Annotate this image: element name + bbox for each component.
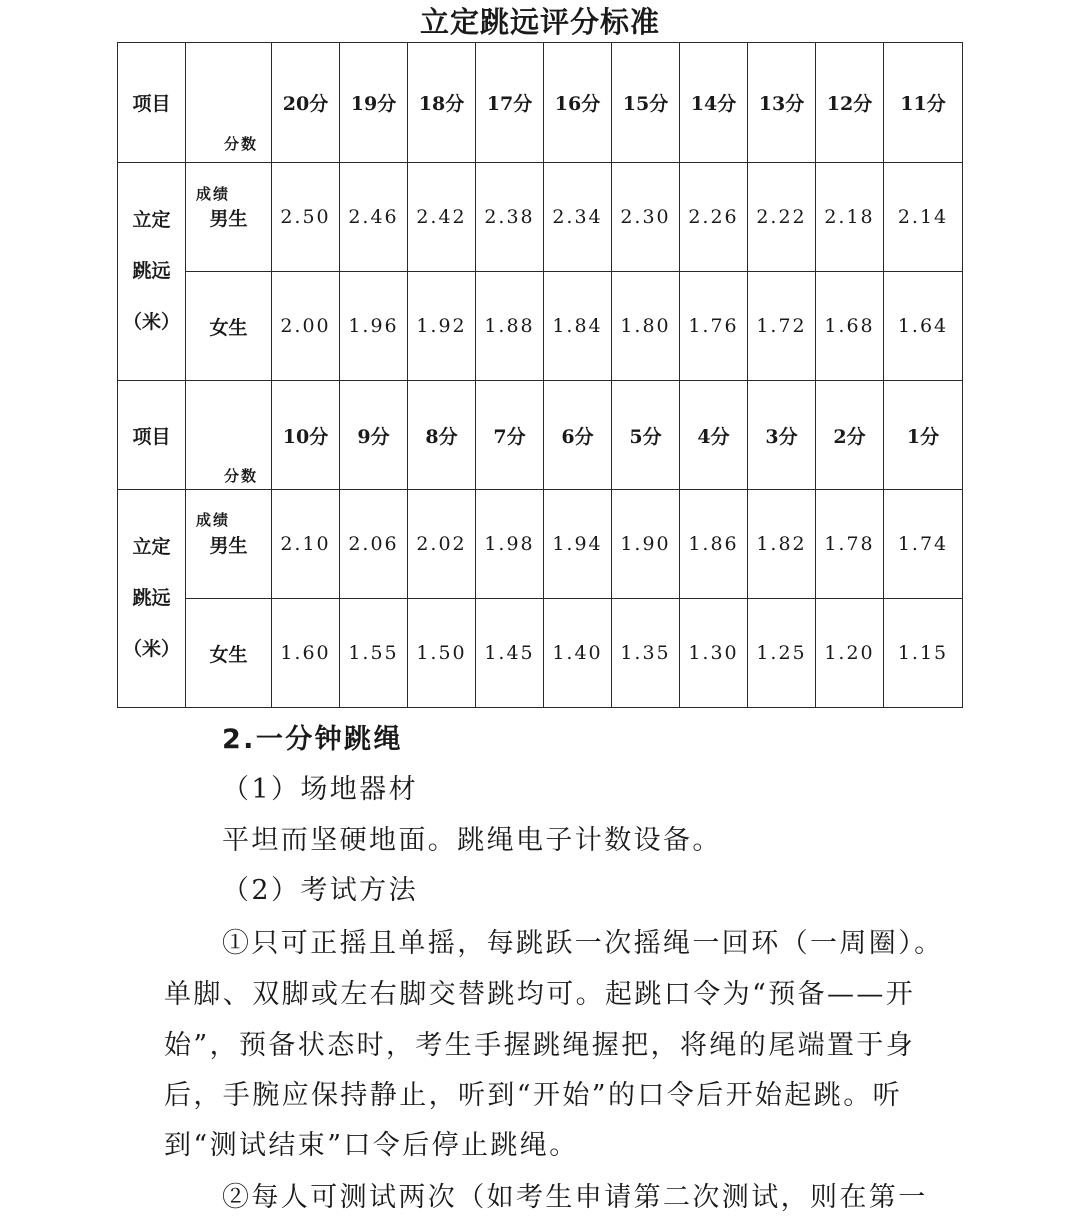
value-cell: 2.06 xyxy=(340,490,408,599)
value-cell: 1.15 xyxy=(884,599,963,708)
score-header-cell: 13分 xyxy=(748,43,816,163)
value-cell: 1.45 xyxy=(476,599,544,708)
event-unit-line: （米） xyxy=(122,311,180,333)
diagonal-header-cell xyxy=(186,43,272,203)
value-cell: 2.26 xyxy=(680,163,748,272)
value-cell: 2.30 xyxy=(612,163,680,272)
value-cell: 2.22 xyxy=(748,163,816,272)
item-header-cell: 项目 xyxy=(118,381,186,490)
female-label-cell: 女生 xyxy=(186,272,272,381)
value-cell: 1.86 xyxy=(680,490,748,599)
score-header-cell: 14分 xyxy=(680,43,748,163)
score-header-cell: 20分 xyxy=(272,43,340,163)
value-cell: 1.82 xyxy=(748,490,816,599)
score-header-cell: 12分 xyxy=(816,43,884,163)
value-cell: 2.38 xyxy=(476,163,544,272)
table-row-male xyxy=(118,490,963,599)
standing-long-jump-score-table xyxy=(117,42,963,708)
event-name-cell xyxy=(118,163,186,381)
score-header-cell: 15分 xyxy=(612,43,680,163)
event-name-line: 跳远 xyxy=(132,587,171,609)
value-cell: 1.80 xyxy=(612,272,680,381)
score-header-cell: 7分 xyxy=(476,381,544,490)
value-cell: 2.18 xyxy=(816,163,884,272)
score-header-cell: 18分 xyxy=(408,43,476,163)
value-cell: 1.60 xyxy=(272,599,340,708)
score-header-cell: 10分 xyxy=(272,381,340,490)
event-unit-line: （米） xyxy=(122,638,180,660)
section-heading: 2.一分钟跳绳 xyxy=(222,724,403,755)
value-cell: 1.55 xyxy=(340,599,408,708)
value-cell: 1.35 xyxy=(612,599,680,708)
score-header-cell: 3分 xyxy=(748,381,816,490)
score-label: 分数 xyxy=(224,134,259,153)
score-header-cell: 6分 xyxy=(544,381,612,490)
value-cell: 1.40 xyxy=(544,599,612,708)
value-cell: 2.42 xyxy=(408,163,476,272)
event-name-line: 立定 xyxy=(132,209,171,231)
value-cell: 2.10 xyxy=(272,490,340,599)
value-cell: 1.90 xyxy=(612,490,680,599)
male-label-cell: 男生 xyxy=(186,490,272,599)
paragraph-line: ②每人可测试两次（如考生申请第二次测试，则在第一 xyxy=(222,1182,928,1213)
value-cell: 2.34 xyxy=(544,163,612,272)
score-header-cell: 19分 xyxy=(340,43,408,163)
value-cell: 1.92 xyxy=(408,272,476,381)
subsection-heading: （1）场地器材 xyxy=(222,774,418,805)
value-cell: 1.30 xyxy=(680,599,748,708)
value-cell: 2.50 xyxy=(272,163,340,272)
page-title: 立定跳远评分标准 xyxy=(419,5,660,39)
score-header-cell: 4分 xyxy=(680,381,748,490)
value-cell: 1.74 xyxy=(884,490,963,599)
paragraph-line: 平坦而坚硬地面。跳绳电子计数设备。 xyxy=(222,825,722,856)
event-name-line: 立定 xyxy=(132,536,171,558)
value-cell: 2.00 xyxy=(272,272,340,381)
female-label-cell: 女生 xyxy=(186,599,272,708)
value-cell: 1.64 xyxy=(884,272,963,381)
table-header-row xyxy=(118,43,963,163)
table-row-male xyxy=(118,163,963,272)
value-cell: 2.46 xyxy=(340,163,408,272)
score-header-cell: 9分 xyxy=(340,381,408,490)
score-header-cell: 17分 xyxy=(476,43,544,163)
value-cell: 1.25 xyxy=(748,599,816,708)
paragraph-line: 单脚、双脚或左右脚交替跳均可。起跳口令为“预备——开 xyxy=(164,979,916,1010)
paragraph-line: 到“测试结束”口令后停止跳绳。 xyxy=(164,1130,579,1161)
value-cell: 1.76 xyxy=(680,272,748,381)
value-cell: 1.94 xyxy=(544,490,612,599)
score-header-cell: 8分 xyxy=(408,381,476,490)
event-name-cell xyxy=(118,490,186,708)
value-cell: 1.20 xyxy=(816,599,884,708)
score-header-cell: 5分 xyxy=(612,381,680,490)
score-label: 分数 xyxy=(224,467,259,485)
value-cell: 1.78 xyxy=(816,490,884,599)
diagonal-header-cell xyxy=(186,381,272,529)
value-cell: 1.84 xyxy=(544,272,612,381)
table-header-row xyxy=(118,381,963,490)
item-header-cell: 项目 xyxy=(118,43,186,163)
result-label: 成绩 xyxy=(196,184,231,203)
value-cell: 1.96 xyxy=(340,272,408,381)
score-header-cell: 1分 xyxy=(884,381,963,490)
result-label: 成绩 xyxy=(196,511,231,529)
table-row-female xyxy=(118,272,963,381)
value-cell: 1.72 xyxy=(748,272,816,381)
score-header-cell: 11分 xyxy=(884,43,963,163)
score-header-cell: 16分 xyxy=(544,43,612,163)
value-cell: 1.50 xyxy=(408,599,476,708)
score-header-cell: 2分 xyxy=(816,381,884,490)
value-cell: 1.68 xyxy=(816,272,884,381)
value-cell: 2.14 xyxy=(884,163,963,272)
paragraph-line: 后，手腕应保持静止，听到“开始”的口令后开始起跳。听 xyxy=(164,1080,903,1111)
value-cell: 2.02 xyxy=(408,490,476,599)
value-cell: 1.98 xyxy=(476,490,544,599)
value-cell: 1.88 xyxy=(476,272,544,381)
subsection-heading: （2）考试方法 xyxy=(222,875,418,906)
paragraph-line: ①只可正摇且单摇，每跳跃一次摇绳一回环（一周圈）。 xyxy=(222,928,944,959)
table-row-female xyxy=(118,599,963,708)
event-name-line: 跳远 xyxy=(132,260,171,282)
male-label-cell: 男生 xyxy=(186,163,272,272)
paragraph-line: 始”，预备状态时，考生手握跳绳握把，将绳的尾端置于身 xyxy=(164,1030,916,1061)
